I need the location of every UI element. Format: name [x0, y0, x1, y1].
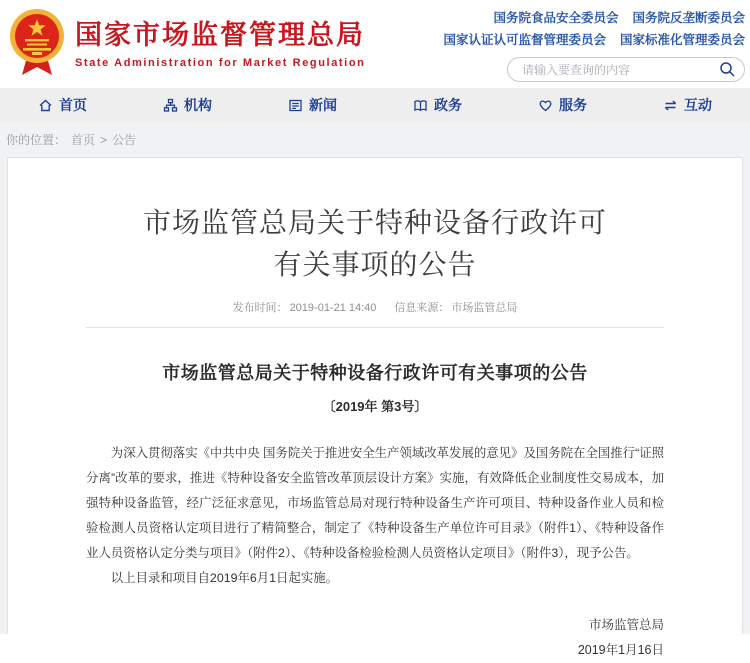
nav-item-gov[interactable]	[375, 88, 500, 122]
link-food-safety-committee[interactable]: 国务院食品安全委员会	[493, 11, 619, 25]
publish-time-label: 发布时间：	[232, 302, 288, 314]
nav-label: 新闻	[309, 97, 337, 113]
publish-time: 2019-01-21 14:40	[289, 302, 377, 314]
nav-item-interact[interactable]	[625, 88, 750, 122]
content-box	[7, 157, 743, 657]
home-icon	[38, 98, 53, 113]
heart-icon	[538, 98, 553, 113]
article-body	[86, 441, 664, 591]
exchange-arrows-icon	[663, 98, 678, 113]
header-right	[443, 8, 745, 82]
site-header	[0, 0, 750, 88]
source-label: 信息来源：	[394, 302, 450, 314]
breadcrumb-home-link[interactable]: 首页	[71, 133, 96, 147]
link-antimonopoly-committee[interactable]: 国务院反垄断委员会	[632, 11, 745, 25]
nav-label: 首页	[59, 97, 87, 113]
nav-item-service[interactable]	[500, 88, 625, 122]
breadcrumb-current: 公告	[112, 133, 137, 147]
paragraph: 为深入贯彻落实《中共中央 国务院关于推进安全生产领域改革发展的意见》及国务院在全国推行“证照分离”改革的要求，推进《特种设备安全监管改革顶层设计方案》实施，有效降低企业制度性交易成本，加强特种设备监管，经广泛征求意见，市场监管总局对现行特种设备生产许可项目、特种设备作业人员和检验检测人员资格认定项目进行了精简整合，制定了《特种设备生产单位许可目录》（附件1）、《特种设备作业人员资格认定分类与项目》（附件2）、《特种设备检验检测人员资格认定项目》（附件3），现予公告。	[86, 446, 664, 560]
nav-label: 政务	[434, 97, 462, 113]
search-input[interactable]	[520, 62, 718, 78]
nav-item-home[interactable]	[0, 88, 125, 122]
newspaper-icon	[288, 98, 303, 113]
search-box	[507, 57, 745, 82]
org-chart-icon	[163, 98, 178, 113]
divider	[86, 327, 664, 328]
announcement-heading: 市场监管总局关于特种设备行政许可有关事项的公告	[162, 363, 588, 383]
site-title: 国家市场监督管理总局	[75, 20, 365, 51]
quick-links-row	[493, 8, 745, 26]
breadcrumb	[0, 122, 750, 157]
link-sac[interactable]: 国家标准化管理委员会	[619, 33, 745, 47]
breadcrumb-separator: >	[100, 132, 108, 147]
paragraph: 以上目录和项目自2019年6月1日起实施。	[110, 571, 339, 585]
document-number: 〔2019年 第3号〕	[322, 399, 428, 414]
open-book-icon	[413, 98, 428, 113]
quick-links-row	[443, 30, 745, 48]
nav-item-org[interactable]	[125, 88, 250, 122]
nav-item-news[interactable]	[250, 88, 375, 122]
brand-text	[75, 19, 365, 69]
quick-links	[443, 8, 745, 48]
breadcrumb-label: 你的位置：	[6, 133, 67, 147]
source: 市场监管总局	[451, 302, 518, 314]
signature-block	[86, 613, 664, 663]
page-title: 市场监管总局关于特种设备行政许可有关事项的公告	[142, 207, 607, 280]
article-meta	[8, 299, 742, 315]
nav-label: 机构	[184, 97, 212, 113]
national-emblem-icon	[8, 7, 66, 81]
signature-date: 2019年1月16日	[577, 643, 664, 657]
link-cnca[interactable]: 国家认证认可监督管理委员会	[443, 33, 606, 47]
brand	[8, 7, 365, 81]
main-nav	[0, 88, 750, 122]
nav-label: 服务	[559, 97, 587, 113]
magnifier-icon[interactable]	[718, 61, 736, 79]
signature: 市场监管总局	[588, 618, 664, 632]
site-subtitle-en: State Administration for Market Regulation	[75, 56, 366, 69]
nav-label: 互动	[684, 97, 712, 113]
